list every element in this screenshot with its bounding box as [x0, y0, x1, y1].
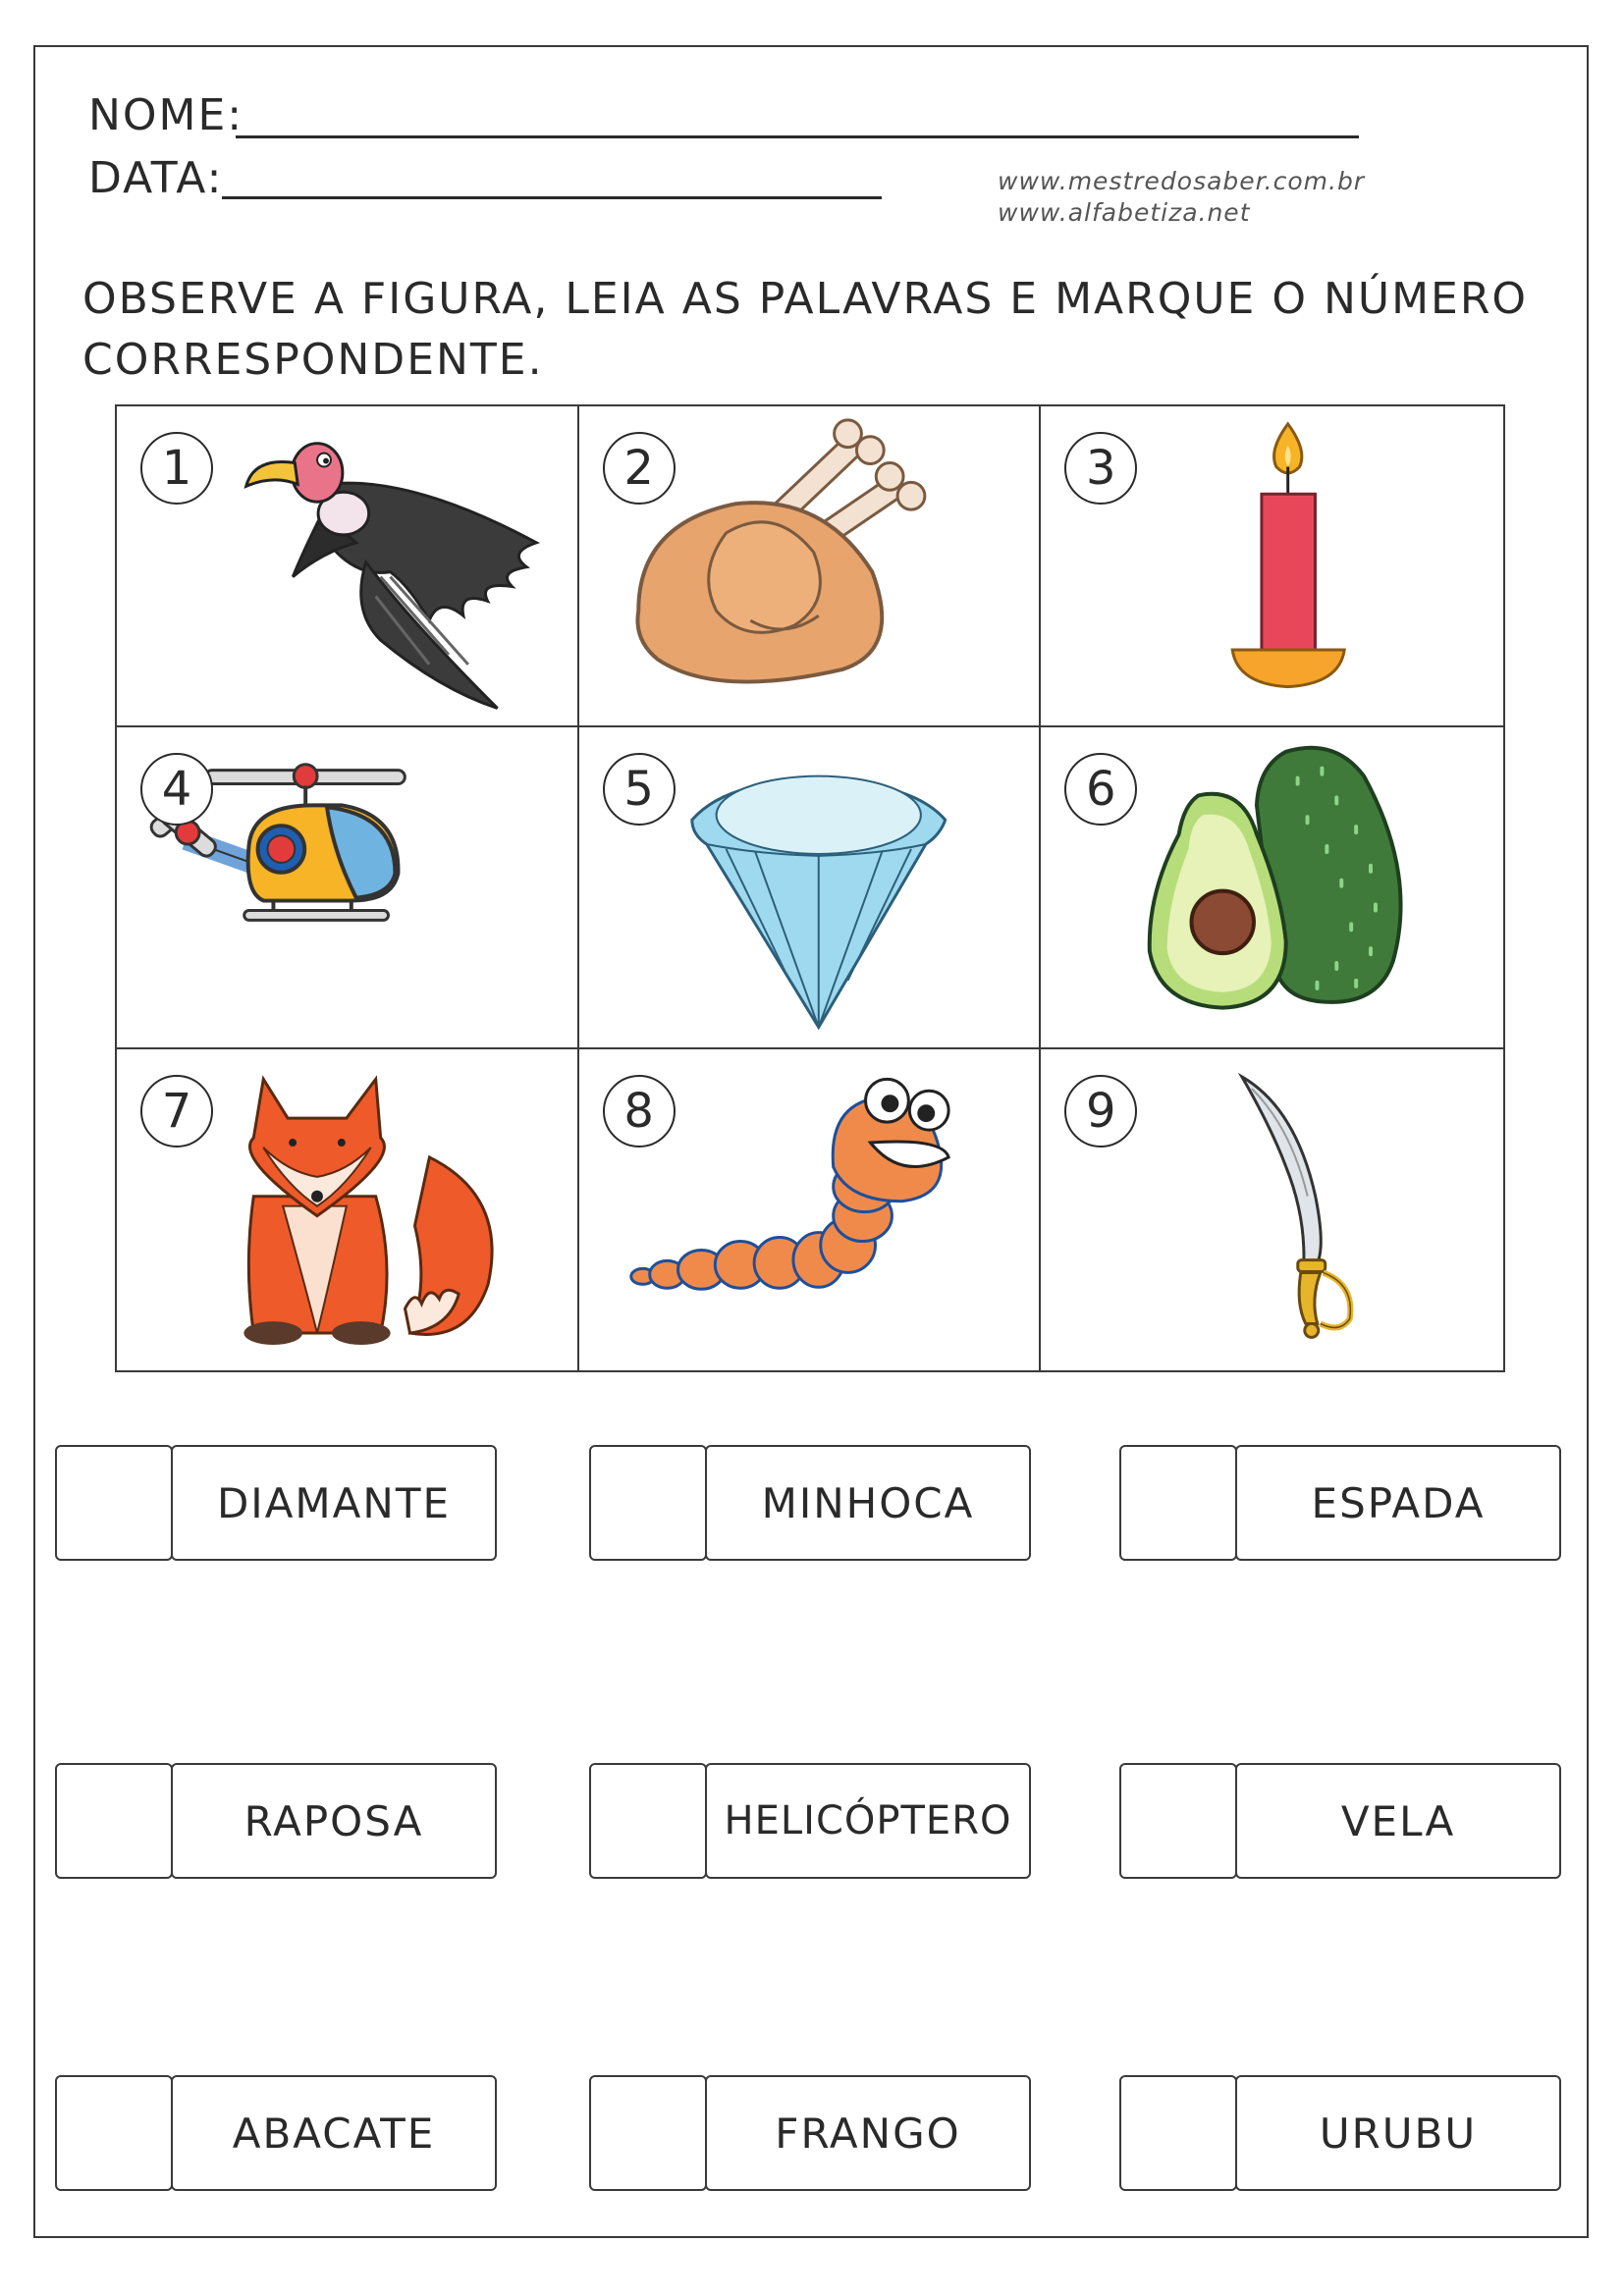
picture-number: 7 — [140, 1075, 213, 1148]
picture-cell-3 — [1041, 406, 1503, 727]
name-label: NOME: — [88, 90, 244, 140]
word-label: DIAMANTE — [171, 1445, 497, 1561]
word-label: HELICÓPTERO — [705, 1763, 1031, 1879]
answer-number-box[interactable] — [1119, 1763, 1237, 1879]
picture-number: 6 — [1064, 753, 1137, 826]
date-field[interactable] — [222, 196, 882, 199]
word-label: ESPADA — [1235, 1445, 1561, 1561]
answer-number-box[interactable] — [1119, 1445, 1237, 1561]
picture-cell-9 — [1041, 1049, 1503, 1370]
answer-number-box[interactable] — [589, 2075, 707, 2191]
answer-number-box[interactable] — [589, 1763, 707, 1879]
site-url-2: www.alfabetiza.net — [998, 198, 1251, 227]
picture-cell-4 — [117, 727, 579, 1048]
picture-cell-1 — [117, 406, 579, 727]
picture-number: 2 — [603, 432, 676, 505]
answer-number-box[interactable] — [55, 2075, 173, 2191]
site-url-1: www.mestredosaber.com.br — [998, 167, 1366, 195]
answer-number-box[interactable] — [589, 1445, 707, 1561]
word-label: FRANGO — [705, 2075, 1031, 2191]
picture-grid — [115, 404, 1505, 1372]
picture-cell-2 — [579, 406, 1042, 727]
picture-cell-6 — [1041, 727, 1503, 1048]
answer-number-box[interactable] — [55, 1445, 173, 1561]
word-label: RAPOSA — [171, 1763, 497, 1879]
picture-number: 5 — [603, 753, 676, 826]
date-label: DATA: — [88, 153, 224, 203]
name-field[interactable] — [236, 135, 1359, 138]
word-label: MINHOCA — [705, 1445, 1031, 1561]
answer-number-box[interactable] — [55, 1763, 173, 1879]
instruction-line-2: CORRESPONDENTE. — [82, 335, 544, 385]
picture-cell-5 — [579, 727, 1042, 1048]
picture-number: 4 — [140, 753, 213, 826]
picture-number: 1 — [140, 432, 213, 505]
picture-cell-7 — [117, 1049, 579, 1370]
picture-cell-8 — [579, 1049, 1042, 1370]
answer-number-box[interactable] — [1119, 2075, 1237, 2191]
instruction-line-1: OBSERVE A FIGURA, LEIA AS PALAVRAS E MARQUE O NÚMERO — [82, 274, 1529, 324]
instruction — [82, 269, 1528, 391]
picture-number: 8 — [603, 1075, 676, 1148]
word-label: ABACATE — [171, 2075, 497, 2191]
word-label: VELA — [1235, 1763, 1561, 1879]
word-label: URUBU — [1235, 2075, 1561, 2191]
picture-number: 9 — [1064, 1075, 1137, 1148]
picture-number: 3 — [1064, 432, 1137, 505]
